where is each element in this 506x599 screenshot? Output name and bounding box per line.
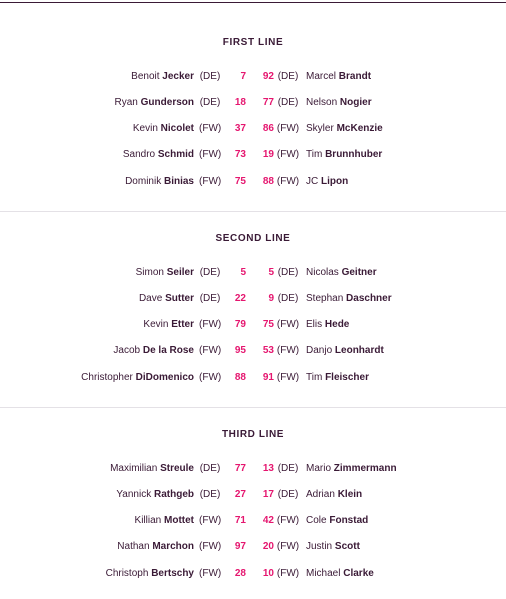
right-jersey-number: 5 xyxy=(268,267,274,278)
section-title: SECOND LINE xyxy=(215,233,291,244)
player-pair-row xyxy=(0,70,506,84)
left-position: (FW) xyxy=(199,123,222,134)
left-last-name: Mottet xyxy=(164,515,194,526)
left-position: (FW) xyxy=(199,149,222,160)
right-last-name: Geitner xyxy=(341,267,377,278)
right-first-name: JC xyxy=(306,176,319,187)
player-pair-row xyxy=(0,567,506,581)
right-position: (FW) xyxy=(276,372,300,383)
right-last-name: Hede xyxy=(324,319,350,330)
right-last-name: Brunnhuber xyxy=(325,149,383,160)
left-jersey-number: 75 xyxy=(234,176,246,187)
left-jersey-number: 18 xyxy=(234,97,246,108)
right-player-name[interactable] xyxy=(306,122,383,136)
right-last-name: Leonhardt xyxy=(334,345,384,356)
right-player-name[interactable] xyxy=(306,292,392,306)
left-first-name: Christoph xyxy=(105,568,149,579)
player-pair-row xyxy=(0,462,506,476)
right-player-name[interactable] xyxy=(306,175,348,189)
player-pair-row xyxy=(0,96,506,110)
right-player-name[interactable] xyxy=(306,567,374,581)
right-player-name[interactable] xyxy=(306,462,397,476)
right-last-name: Zimmermann xyxy=(333,463,397,474)
top-rule xyxy=(0,2,506,3)
left-jersey-number: 37 xyxy=(234,123,246,134)
left-player-name[interactable] xyxy=(106,567,194,581)
right-first-name: Cole xyxy=(306,515,327,526)
left-position: (DE) xyxy=(199,463,221,474)
left-player-name[interactable] xyxy=(143,318,194,332)
left-player-name[interactable] xyxy=(123,148,194,162)
left-position: (FW) xyxy=(199,515,222,526)
left-jersey-number: 97 xyxy=(234,541,246,552)
right-last-name: Nogier xyxy=(339,97,372,108)
player-pair-row xyxy=(0,488,506,502)
section-divider xyxy=(0,407,506,408)
right-first-name: Elis xyxy=(306,319,323,330)
player-pair-row xyxy=(0,292,506,306)
section-divider xyxy=(0,211,506,212)
right-first-name: Adrian xyxy=(306,489,335,500)
right-jersey-number: 53 xyxy=(262,345,274,356)
section-title: THIRD LINE xyxy=(221,429,285,440)
left-position: (FW) xyxy=(199,372,222,383)
left-first-name: Dominik xyxy=(125,176,162,187)
right-position: (FW) xyxy=(276,515,300,526)
player-pair-row xyxy=(0,122,506,136)
left-last-name: DiDomenico xyxy=(135,372,194,383)
left-player-name[interactable] xyxy=(117,540,194,554)
left-player-name[interactable] xyxy=(136,266,194,280)
left-position: (FW) xyxy=(199,176,222,187)
right-jersey-number: 88 xyxy=(262,176,274,187)
right-position: (FW) xyxy=(276,345,300,356)
left-first-name: Kevin xyxy=(132,123,158,134)
right-first-name: Stephan xyxy=(306,293,344,304)
right-player-name[interactable] xyxy=(306,148,382,162)
right-position: (FW) xyxy=(276,568,300,579)
right-last-name: Fonstad xyxy=(329,515,369,526)
right-first-name: Marcel xyxy=(306,71,337,82)
left-last-name: Bertschy xyxy=(151,568,194,579)
right-position: (DE) xyxy=(277,71,299,82)
right-first-name: Tim xyxy=(306,149,323,160)
right-jersey-number: 17 xyxy=(262,489,274,500)
left-first-name: Simon xyxy=(135,267,164,278)
left-player-name[interactable] xyxy=(131,70,194,84)
right-last-name: McKenzie xyxy=(336,123,383,134)
right-first-name: Danjo xyxy=(306,345,333,356)
right-player-name[interactable] xyxy=(306,70,371,84)
right-position: (DE) xyxy=(277,463,299,474)
right-jersey-number: 13 xyxy=(262,463,274,474)
player-pair-row xyxy=(0,266,506,280)
right-last-name: Klein xyxy=(337,489,363,500)
left-first-name: Ryan xyxy=(114,97,138,108)
player-pair-row xyxy=(0,540,506,554)
left-last-name: Streule xyxy=(160,463,194,474)
right-position: (DE) xyxy=(277,97,299,108)
right-last-name: Daschner xyxy=(346,293,392,304)
left-jersey-number: 79 xyxy=(234,319,246,330)
right-jersey-number: 92 xyxy=(262,71,274,82)
right-jersey-number: 10 xyxy=(262,568,274,579)
left-position: (DE) xyxy=(199,293,221,304)
right-player-name[interactable] xyxy=(306,96,372,110)
left-first-name: Nathan xyxy=(117,541,150,552)
right-last-name: Brandt xyxy=(338,71,372,82)
left-position: (FW) xyxy=(199,541,222,552)
right-position: (FW) xyxy=(276,123,300,134)
left-first-name: Maximilian xyxy=(110,463,158,474)
left-jersey-number: 5 xyxy=(240,267,246,278)
left-last-name: Rathgeb xyxy=(154,489,194,500)
right-player-name[interactable] xyxy=(306,540,360,554)
left-position: (FW) xyxy=(199,319,222,330)
left-jersey-number: 77 xyxy=(234,463,246,474)
left-last-name: Schmid xyxy=(157,149,194,160)
left-first-name: Christopher xyxy=(81,372,133,383)
left-position: (DE) xyxy=(199,71,221,82)
right-jersey-number: 9 xyxy=(268,293,274,304)
section-title: FIRST LINE xyxy=(222,37,284,48)
right-first-name: Nelson xyxy=(306,97,338,108)
right-first-name: Tim xyxy=(306,372,323,383)
right-player-name[interactable] xyxy=(306,266,377,280)
left-player-name[interactable] xyxy=(133,122,194,136)
left-position: (FW) xyxy=(199,568,222,579)
right-jersey-number: 19 xyxy=(262,149,274,160)
right-position: (DE) xyxy=(277,489,299,500)
left-player-name[interactable] xyxy=(116,488,194,502)
right-first-name: Nicolas xyxy=(306,267,339,278)
right-player-name[interactable] xyxy=(306,344,384,358)
left-jersey-number: 28 xyxy=(234,568,246,579)
left-last-name: Seiler xyxy=(166,267,194,278)
left-first-name: Killian xyxy=(134,515,162,526)
right-position: (FW) xyxy=(276,149,300,160)
right-first-name: Michael xyxy=(306,568,341,579)
right-player-name[interactable] xyxy=(306,371,369,385)
left-jersey-number: 27 xyxy=(234,489,246,500)
right-jersey-number: 91 xyxy=(262,372,274,383)
right-first-name: Skyler xyxy=(306,123,334,134)
right-first-name: Mario xyxy=(306,463,332,474)
right-position: (FW) xyxy=(276,319,300,330)
right-jersey-number: 20 xyxy=(262,541,274,552)
right-position: (DE) xyxy=(277,293,299,304)
left-position: (DE) xyxy=(199,489,221,500)
right-last-name: Fleischer xyxy=(325,372,369,383)
right-jersey-number: 42 xyxy=(262,515,274,526)
left-position: (FW) xyxy=(199,345,222,356)
right-last-name: Clarke xyxy=(343,568,374,579)
left-first-name: Benoit xyxy=(131,71,160,82)
left-player-name[interactable] xyxy=(125,175,194,189)
left-last-name: De la Rose xyxy=(142,345,194,356)
player-pair-row xyxy=(0,371,506,385)
right-player-name[interactable] xyxy=(306,514,368,528)
left-last-name: Sutter xyxy=(165,293,194,304)
left-last-name: Etter xyxy=(171,319,194,330)
left-jersey-number: 71 xyxy=(234,515,246,526)
left-player-name[interactable] xyxy=(81,371,194,385)
left-player-name[interactable] xyxy=(113,344,194,358)
left-player-name[interactable] xyxy=(110,462,194,476)
left-position: (DE) xyxy=(199,97,221,108)
player-pair-row xyxy=(0,318,506,332)
right-player-name[interactable] xyxy=(306,488,362,502)
left-jersey-number: 7 xyxy=(240,71,246,82)
right-last-name: Scott xyxy=(334,541,360,552)
left-jersey-number: 95 xyxy=(234,345,246,356)
left-jersey-number: 88 xyxy=(234,372,246,383)
left-last-name: Jecker xyxy=(162,71,194,82)
player-pair-row xyxy=(0,514,506,528)
right-jersey-number: 75 xyxy=(262,319,274,330)
right-position: (DE) xyxy=(277,267,299,278)
right-position: (FW) xyxy=(276,176,300,187)
left-last-name: Binias xyxy=(163,176,194,187)
right-player-name[interactable] xyxy=(306,318,349,332)
left-player-name[interactable] xyxy=(135,514,194,528)
left-player-name[interactable] xyxy=(115,96,194,110)
left-last-name: Marchon xyxy=(152,541,194,552)
left-first-name: Dave xyxy=(138,293,163,304)
player-pair-row xyxy=(0,344,506,358)
left-first-name: Sandro xyxy=(122,149,156,160)
left-jersey-number: 22 xyxy=(234,293,246,304)
right-jersey-number: 77 xyxy=(262,97,274,108)
player-pair-row xyxy=(0,175,506,189)
right-position: (FW) xyxy=(276,541,300,552)
left-first-name: Kevin xyxy=(143,319,169,330)
left-last-name: Nicolet xyxy=(160,123,194,134)
left-first-name: Jacob xyxy=(113,345,141,356)
player-pair-row xyxy=(0,148,506,162)
left-player-name[interactable] xyxy=(139,292,194,306)
left-position: (DE) xyxy=(199,267,221,278)
left-last-name: Gunderson xyxy=(140,97,194,108)
right-last-name: Lipon xyxy=(321,176,349,187)
right-jersey-number: 86 xyxy=(262,123,274,134)
left-first-name: Yannick xyxy=(116,489,152,500)
left-jersey-number: 73 xyxy=(234,149,246,160)
right-first-name: Justin xyxy=(306,541,333,552)
